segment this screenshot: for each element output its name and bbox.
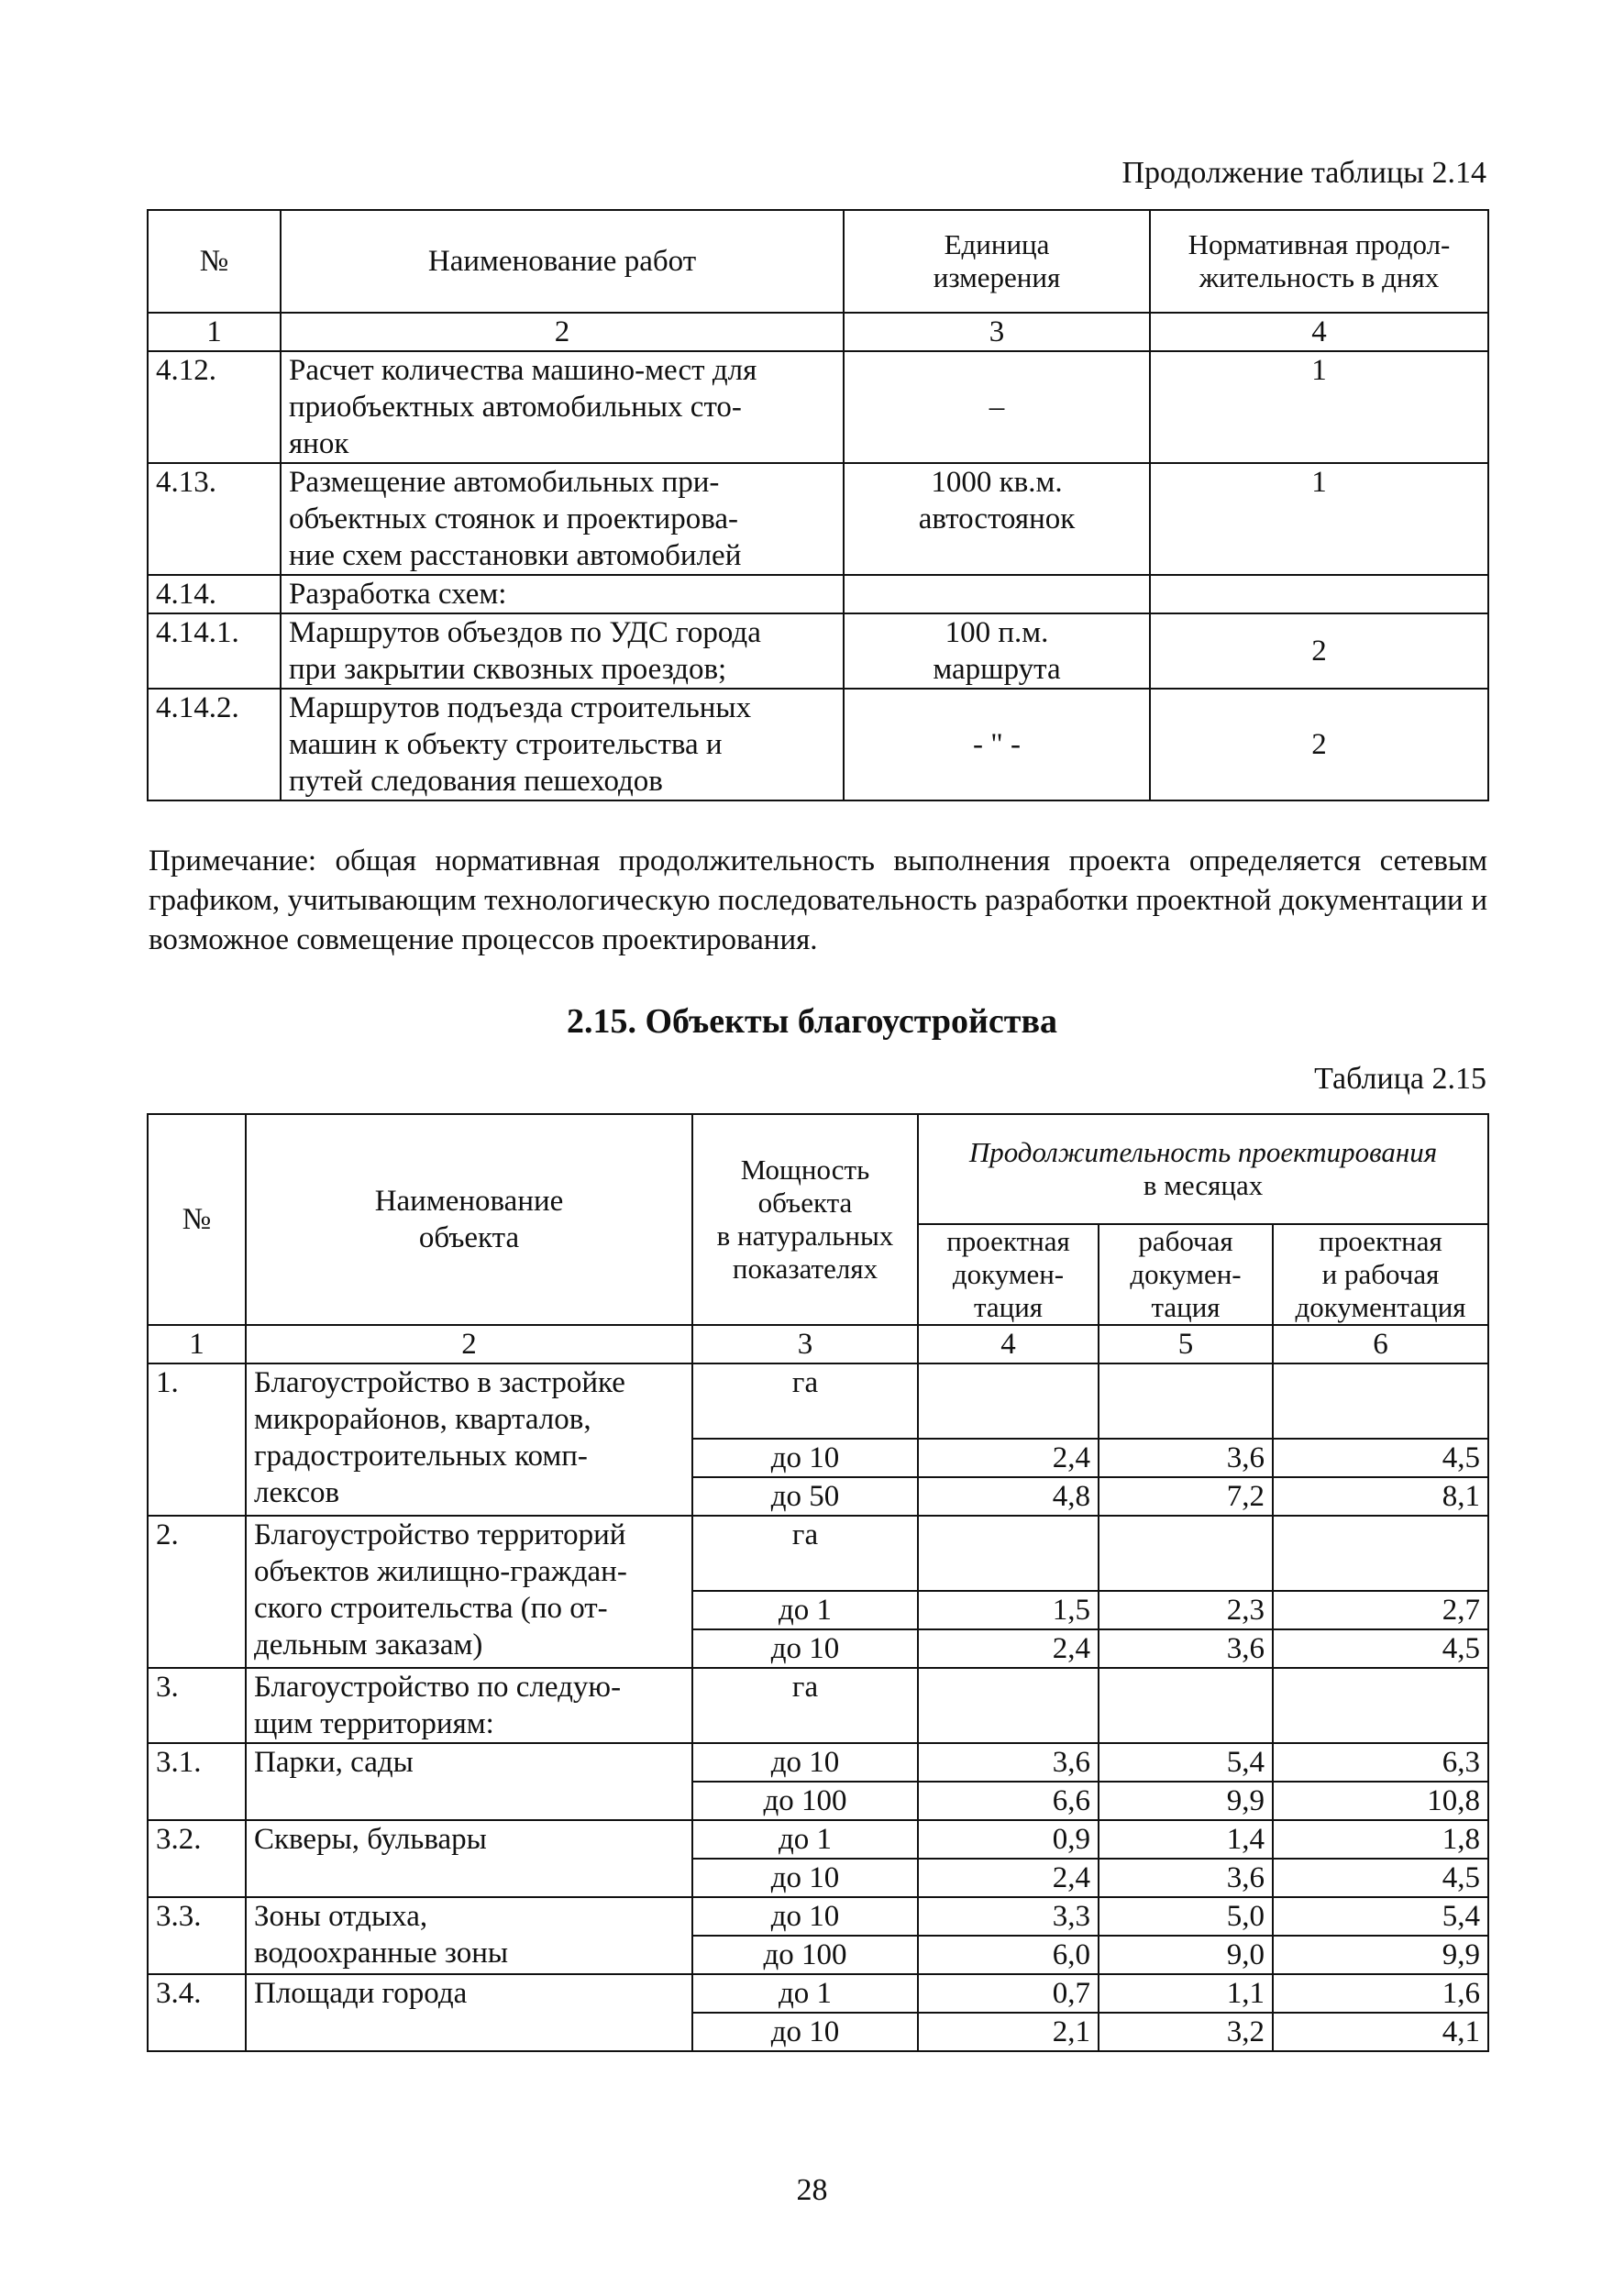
duration-value: 2,7 — [1273, 1591, 1488, 1629]
header-line: докумен- — [1130, 1258, 1242, 1290]
table-row — [148, 1363, 1488, 1439]
duration-value: 2,3 — [1099, 1591, 1273, 1629]
object-name-line: водоохранные зоны — [254, 1937, 509, 1970]
duration-value: 1,8 — [1273, 1820, 1488, 1859]
row-num: 3.1. — [148, 1743, 246, 1820]
duration-value: 7,2 — [1099, 1477, 1273, 1516]
duration-value: 9,9 — [1273, 1936, 1488, 1974]
duration-value: 2,4 — [918, 1629, 1099, 1668]
table-row — [148, 351, 1488, 463]
work-name-line: машин к объекту строительства и — [289, 728, 723, 761]
duration-value: 9,9 — [1099, 1782, 1273, 1820]
duration-value: 1,5 — [918, 1591, 1099, 1629]
object-name — [246, 1363, 692, 1516]
header-line: докумен- — [952, 1258, 1065, 1290]
work-name-line: при закрытии сквозных проездов; — [289, 653, 727, 686]
capacity: до 10 — [692, 1743, 918, 1782]
header-line: показателях — [732, 1253, 878, 1285]
header-line: тация — [1151, 1291, 1221, 1323]
header-line: документация — [1295, 1291, 1466, 1323]
header-line: Наименование — [374, 1185, 564, 1218]
duration-days: 2 — [1150, 689, 1488, 800]
row-num: 3.2. — [148, 1820, 246, 1897]
table-row — [148, 1743, 1488, 1782]
table-row — [148, 1820, 1488, 1859]
row-num: 4.12. — [148, 351, 281, 463]
duration-value — [1099, 1668, 1273, 1743]
column-numbers-row — [148, 313, 1488, 351]
colnum: 2 — [281, 313, 844, 351]
colnum: 5 — [1099, 1325, 1273, 1363]
colnum: 3 — [844, 313, 1150, 351]
column-numbers-row — [148, 1325, 1488, 1363]
duration-value: 0,7 — [918, 1974, 1099, 2013]
object-name-line: Скверы, бульвары — [254, 1823, 487, 1856]
duration-value — [918, 1363, 1099, 1439]
duration-value: 6,0 — [918, 1936, 1099, 1974]
duration-value: 5,4 — [1273, 1897, 1488, 1936]
duration-value: 3,6 — [918, 1743, 1099, 1782]
duration-value: 1,6 — [1273, 1974, 1488, 2013]
duration-value: 5,0 — [1099, 1897, 1273, 1936]
capacity: га — [692, 1363, 918, 1439]
unit — [844, 613, 1150, 689]
table-row — [148, 463, 1488, 575]
work-name-line: Разработка схем: — [289, 578, 507, 611]
colnum: 4 — [918, 1325, 1099, 1363]
duration-value — [1273, 1516, 1488, 1591]
work-name — [281, 575, 844, 613]
table-label: Таблица 2.15 — [1314, 1062, 1486, 1096]
duration-value: 4,5 — [1273, 1859, 1488, 1897]
object-name-line: лексов — [254, 1476, 340, 1509]
duration-value — [1273, 1363, 1488, 1439]
object-name — [246, 1743, 692, 1820]
capacity: до 10 — [692, 1629, 918, 1668]
duration-value: 3,3 — [918, 1897, 1099, 1936]
row-num: 2. — [148, 1516, 246, 1668]
header-line: тация — [973, 1291, 1044, 1323]
header-work-name: Наименование работ — [281, 210, 844, 313]
header-duration — [1150, 210, 1488, 313]
header-project-docs — [918, 1224, 1099, 1325]
object-name-line: микрорайонов, кварталов, — [254, 1403, 591, 1436]
duration-days: 1 — [1150, 351, 1488, 463]
duration-value: 3,6 — [1099, 1439, 1273, 1477]
table-row — [148, 689, 1488, 800]
duration-value: 0,9 — [918, 1820, 1099, 1859]
object-name — [246, 1668, 692, 1743]
duration-value — [918, 1516, 1099, 1591]
header-unit — [844, 210, 1150, 313]
duration-value: 4,5 — [1273, 1439, 1488, 1477]
duration-value: 2,1 — [918, 2013, 1099, 2051]
header-line: Продолжительность проектирования — [968, 1136, 1438, 1168]
object-name-line: Благоустройство в застройке — [254, 1366, 625, 1399]
duration-value: 2,4 — [918, 1439, 1099, 1477]
header-line: объекта — [418, 1221, 520, 1254]
duration-value: 4,8 — [918, 1477, 1099, 1516]
object-name — [246, 1974, 692, 2051]
duration-value: 4,5 — [1273, 1629, 1488, 1668]
header-line: в натуральных — [716, 1220, 894, 1252]
section-title: 2.15. Объекты благоустройства — [566, 1002, 1057, 1041]
object-name-line: Зоны отдыха, — [254, 1900, 428, 1933]
table-row — [148, 1897, 1488, 1936]
table-row — [148, 1516, 1488, 1591]
unit-line: - " - — [973, 728, 1021, 761]
unit-line: – — [989, 391, 1005, 424]
capacity: до 1 — [692, 1591, 918, 1629]
duration-value: 3,6 — [1099, 1629, 1273, 1668]
header-unit-line: измерения — [933, 261, 1061, 293]
header-duration-line: Нормативная продол- — [1188, 228, 1451, 260]
table-2-15 — [147, 1113, 1489, 2052]
capacity: до 10 — [692, 1859, 918, 1897]
unit — [844, 351, 1150, 463]
unit-line: 100 п.м. — [945, 616, 1049, 649]
object-name-line: Площади города — [254, 1977, 468, 2010]
colnum: 2 — [246, 1325, 692, 1363]
capacity: до 100 — [692, 1936, 918, 1974]
row-num: 4.13. — [148, 463, 281, 575]
colnum: 4 — [1150, 313, 1488, 351]
header-duration-months — [918, 1114, 1488, 1224]
duration-value: 8,1 — [1273, 1477, 1488, 1516]
capacity: до 10 — [692, 1439, 918, 1477]
work-name-line: Расчет количества машино-мест для — [289, 354, 757, 387]
capacity: до 10 — [692, 2013, 918, 2051]
duration-value — [1273, 1668, 1488, 1743]
capacity: до 50 — [692, 1477, 918, 1516]
work-name — [281, 689, 844, 800]
duration-value: 10,8 — [1273, 1782, 1488, 1820]
unit-line: 1000 кв.м. — [931, 466, 1063, 499]
work-name — [281, 613, 844, 689]
work-name-line: объектных стоянок и проектирова- — [289, 502, 738, 535]
work-name-line: Размещение автомобильных при- — [289, 466, 720, 499]
duration-days: 1 — [1150, 463, 1488, 575]
duration-value — [1099, 1363, 1273, 1439]
table-note: Примечание: общая нормативная продолжительность выполнения проекта определяется сетевым графиком, учитывающим технологическую последовательность разработки проектной документации и возможное совмещение процессов проектирования. — [149, 844, 1487, 956]
row-num: 1. — [148, 1363, 246, 1516]
capacity: до 1 — [692, 1974, 918, 2013]
object-name — [246, 1897, 692, 1974]
unit — [844, 463, 1150, 575]
duration-days: 2 — [1150, 613, 1488, 689]
work-name-line: янок — [289, 427, 349, 460]
duration-value: 6,6 — [918, 1782, 1099, 1820]
unit — [844, 689, 1150, 800]
duration-value: 9,0 — [1099, 1936, 1273, 1974]
header-line: проектная — [946, 1225, 1070, 1257]
object-name-line: Парки, сады — [254, 1746, 414, 1779]
object-name-line: Благоустройство территорий — [254, 1518, 626, 1551]
object-name-line: дельным заказам) — [254, 1628, 483, 1661]
work-name-line: Маршрутов подъезда строительных — [289, 691, 752, 724]
work-name-line: приобъектных автомобильных сто- — [289, 391, 742, 424]
row-num: 4.14. — [148, 575, 281, 613]
duration-value — [918, 1668, 1099, 1743]
duration-value: 1,1 — [1099, 1974, 1273, 2013]
duration-value: 4,1 — [1273, 2013, 1488, 2051]
table-2-14-continued — [147, 209, 1489, 801]
work-name — [281, 351, 844, 463]
capacity: до 10 — [692, 1897, 918, 1936]
table-row — [148, 575, 1488, 613]
object-name — [246, 1516, 692, 1668]
duration-days — [1150, 575, 1488, 613]
header-num: № — [148, 1114, 246, 1325]
capacity: до 1 — [692, 1820, 918, 1859]
work-name-line: Маршрутов объездов по УДС города — [289, 616, 761, 649]
header-unit-line: Единица — [944, 228, 1050, 260]
row-num: 3.3. — [148, 1897, 246, 1974]
table-continuation-caption: Продолжение таблицы 2.14 — [1121, 156, 1486, 190]
row-num: 4.14.1. — [148, 613, 281, 689]
colnum: 1 — [148, 1325, 246, 1363]
header-line: и рабочая — [1321, 1258, 1440, 1290]
duration-value — [1099, 1516, 1273, 1591]
capacity: га — [692, 1516, 918, 1591]
header-line: Мощность — [740, 1154, 870, 1186]
header-line: объекта — [757, 1187, 853, 1219]
row-num: 3.4. — [148, 1974, 246, 2051]
page-number: 28 — [796, 2173, 828, 2207]
header-num: № — [148, 210, 281, 313]
header-project-and-working-docs — [1273, 1224, 1488, 1325]
work-name — [281, 463, 844, 575]
table-row — [148, 613, 1488, 689]
duration-value: 3,2 — [1099, 2013, 1273, 2051]
header-capacity — [692, 1114, 918, 1325]
colnum: 1 — [148, 313, 281, 351]
object-name-line: градостроительных комп- — [254, 1440, 588, 1473]
header-object-name — [246, 1114, 692, 1325]
header-line: рабочая — [1138, 1225, 1233, 1257]
unit-line: маршрута — [933, 653, 1061, 686]
unit-line: автостоянок — [918, 502, 1076, 535]
colnum: 6 — [1273, 1325, 1488, 1363]
capacity: до 100 — [692, 1782, 918, 1820]
table-row — [148, 1668, 1488, 1743]
row-num: 3. — [148, 1668, 246, 1743]
work-name-line: путей следования пешеходов — [289, 765, 663, 798]
duration-value: 3,6 — [1099, 1859, 1273, 1897]
object-name-line: объектов жилищно-граждан- — [254, 1555, 627, 1588]
header-line: в месяцах — [1143, 1169, 1264, 1201]
header-working-docs — [1099, 1224, 1273, 1325]
object-name-line: Благоустройство по следую- — [254, 1671, 622, 1704]
duration-value: 2,4 — [918, 1859, 1099, 1897]
duration-value: 1,4 — [1099, 1820, 1273, 1859]
work-name-line: ние схем расстановки автомобилей — [289, 539, 742, 572]
header-line: проектная — [1319, 1225, 1442, 1257]
capacity: га — [692, 1668, 918, 1743]
object-name-line: щим территориям: — [254, 1707, 494, 1740]
duration-value: 6,3 — [1273, 1743, 1488, 1782]
table-row — [148, 1974, 1488, 2013]
row-num: 4.14.2. — [148, 689, 281, 800]
header-duration-line: жительность в днях — [1199, 261, 1440, 293]
object-name — [246, 1820, 692, 1897]
object-name-line: ского строительства (по от- — [254, 1592, 608, 1625]
colnum: 3 — [692, 1325, 918, 1363]
unit — [844, 575, 1150, 613]
duration-value: 5,4 — [1099, 1743, 1273, 1782]
